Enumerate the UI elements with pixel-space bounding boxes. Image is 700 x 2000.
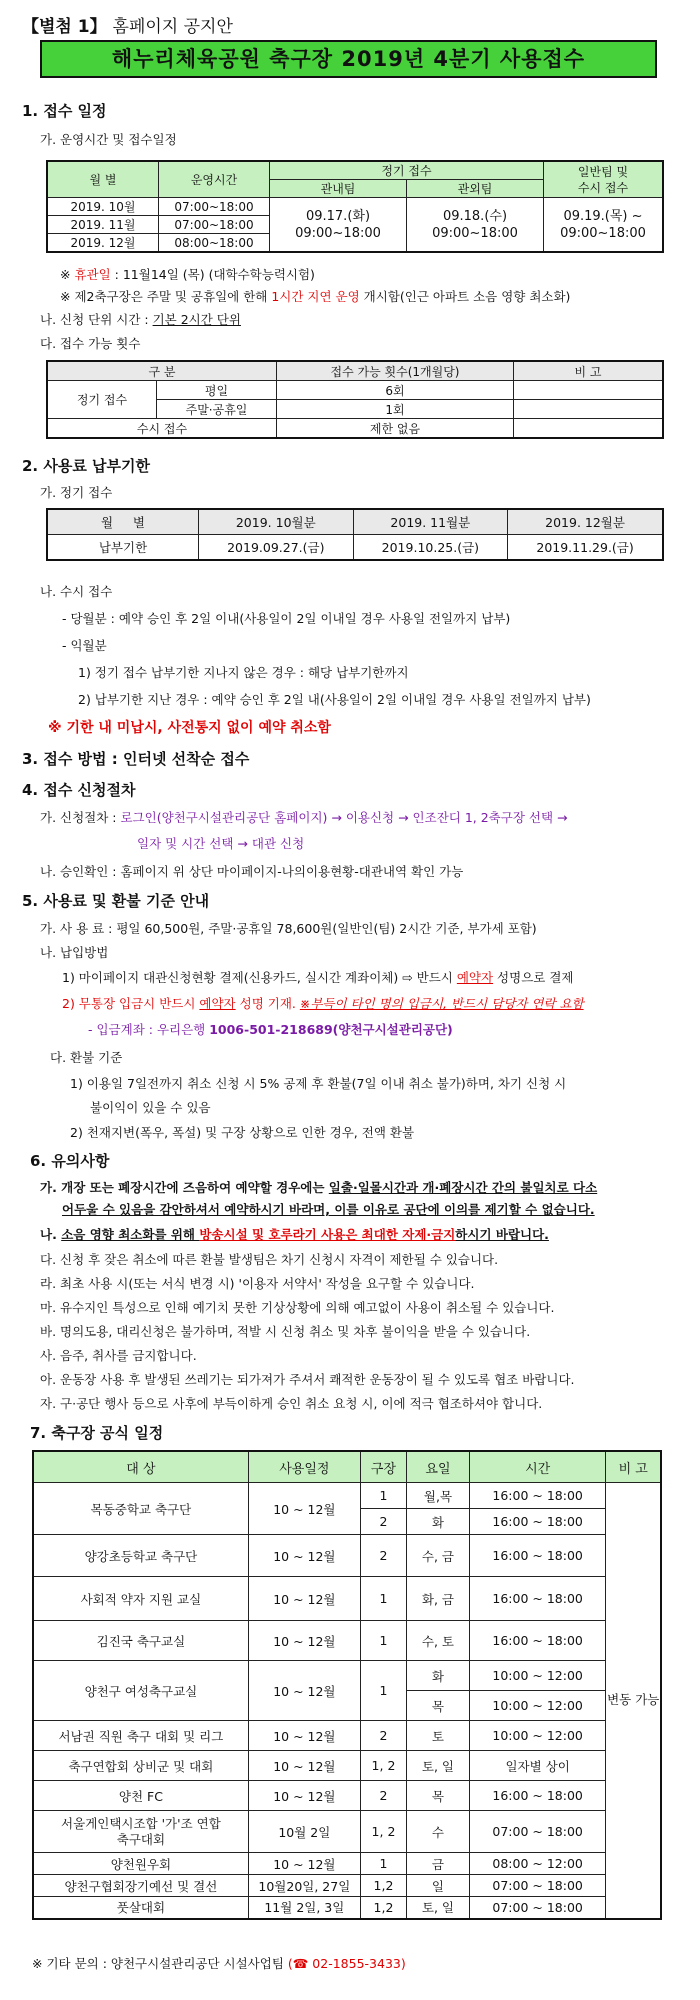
cell-field: 2 bbox=[360, 1535, 406, 1577]
cell-field: 2 bbox=[360, 1509, 406, 1535]
cell-target: 양천구협회장기예선 및 결선 bbox=[33, 1875, 248, 1897]
th-oct: 2019. 10월분 bbox=[199, 509, 354, 535]
cell-day: 화 bbox=[407, 1661, 470, 1691]
cell-deadline-nov: 2019.10.25.(금) bbox=[353, 535, 508, 561]
cell-deadline-label: 납부기한 bbox=[47, 535, 199, 561]
cell-time: 07:00 ~ 18:00 bbox=[469, 1811, 606, 1853]
refund-1: 1) 이용일 7일전까지 취소 신청 시 5% 공제 후 환불(7일 이내 취소 불가)하며, 차기 신청 시 bbox=[70, 1076, 567, 1091]
caution-ga: 가. 개장 또는 폐장시간에 즈음하여 예약할 경우에는 일출·일몰시간과 개·폐장시간 간의 불일치로 다소 bbox=[40, 1180, 598, 1195]
cell-regular: 정기 접수 bbox=[47, 381, 157, 419]
payment-warning: ※ 기한 내 미납시, 사전통지 없이 예약 취소함 bbox=[48, 720, 331, 736]
cell-time: 일자별 상이 bbox=[469, 1751, 606, 1781]
caution-sa: 사. 음주, 취사를 금지합니다. bbox=[40, 1348, 197, 1363]
cell-month: 2019. 10월 bbox=[47, 198, 159, 216]
section-5-b: 나. 납입방법 bbox=[40, 945, 109, 960]
cell-target: 양천구 여성축구교실 bbox=[33, 1661, 248, 1721]
cell-field: 1 bbox=[360, 1661, 406, 1721]
th-month: 월 별 bbox=[47, 509, 199, 535]
cell-field: 1 bbox=[360, 1853, 406, 1875]
refund-1-cont: 불이익이 있을 수 있음 bbox=[90, 1100, 211, 1115]
cell-period: 11월 2일, 3일 bbox=[248, 1897, 360, 1919]
cell-field: 1,2 bbox=[360, 1875, 406, 1897]
section-7-heading: 7. 축구장 공식 일정 bbox=[30, 1424, 164, 1442]
section-5-heading: 5. 사용료 및 환불 기준 안내 bbox=[22, 892, 210, 910]
cell-field: 2 bbox=[360, 1721, 406, 1751]
th-note: 비 고 bbox=[514, 361, 664, 381]
cell-target: 김진국 축구교실 bbox=[33, 1621, 248, 1661]
th-count: 접수 가능 횟수(1개월당) bbox=[277, 361, 514, 381]
payment-case-1: 1) 정기 접수 납부기한 지나지 않은 경우 : 해당 납부기한까지 bbox=[78, 665, 409, 680]
section-2-heading: 2. 사용료 납부기한 bbox=[22, 457, 151, 475]
section-4-a: 가. 신청절차 : 로그인(양천구시설관리공단 홈페이지) → 이용신청 → 인조잔디 1, 2축구장 선택 → bbox=[40, 810, 568, 825]
cell-target: 축구연합회 상비군 및 대회 bbox=[33, 1751, 248, 1781]
attachment-label: 홈페이지 공지안 bbox=[112, 17, 233, 37]
th-category: 구 분 bbox=[47, 361, 277, 381]
cell-period: 10 ~ 12월 bbox=[248, 1535, 360, 1577]
cell-target: 양천원우회 bbox=[33, 1853, 248, 1875]
section-3-heading: 3. 접수 방법 : 인터넷 선착순 접수 bbox=[22, 750, 250, 768]
cell-time: 16:00 ~ 18:00 bbox=[469, 1781, 606, 1811]
cell-anytime-count: 제한 없음 bbox=[277, 419, 514, 439]
cell-target: 서울게인택시조합 '가'조 연합 축구대회 bbox=[33, 1811, 248, 1853]
section-2-a: 가. 정기 접수 bbox=[40, 485, 113, 500]
cell-time: 16:00 ~ 18:00 bbox=[469, 1535, 606, 1577]
cell-day: 화 bbox=[407, 1509, 470, 1535]
cell-note bbox=[514, 419, 664, 439]
section-2-b: 나. 수시 접수 bbox=[40, 584, 113, 599]
cell-weekday: 평일 bbox=[157, 381, 277, 400]
cell-time: 07:00~18:00 bbox=[159, 198, 270, 216]
cell-target: 양강초등학교 축구단 bbox=[33, 1535, 248, 1577]
cell-note bbox=[514, 381, 664, 400]
bank-account: - 입금계좌 : 우리은행 1006-501-218689(양천구시설관리공단) bbox=[88, 1022, 453, 1037]
th-day: 요일 bbox=[407, 1451, 470, 1483]
cell-outside: 09.18.(수) 09:00~18:00 bbox=[407, 198, 544, 253]
th-field: 구장 bbox=[360, 1451, 406, 1483]
cell-deadline-dec: 2019.11.29.(금) bbox=[508, 535, 663, 561]
method-2: 2) 무통장 입금시 반드시 예약자 성명 기재. ※부득이 타인 명의 입금시, 반드시 담당자 연락 요함 bbox=[62, 996, 584, 1011]
note-closed-day: ※ 휴관일 : 11월14일 (목) (대학수학능력시험) bbox=[60, 267, 315, 282]
section-4-a-cont: 일자 및 시간 선택 → 대관 신청 bbox=[137, 836, 305, 851]
cell-time: 07:00~18:00 bbox=[159, 216, 270, 234]
cell-inside: 09.17.(화) 09:00~18:00 bbox=[270, 198, 407, 253]
cell-month: 2019. 12월 bbox=[47, 234, 159, 253]
payment-case-2: 2) 납부기한 지난 경우 : 예약 승인 후 2일 내(사용일이 2일 이내일 경우 사용일 전일까지 납부) bbox=[78, 692, 591, 707]
cell-field: 1, 2 bbox=[360, 1811, 406, 1853]
cell-time: 08:00~18:00 bbox=[159, 234, 270, 253]
page-title: 해누리체육공원 축구장 2019년 4분기 사용접수 bbox=[40, 40, 657, 78]
th-nov: 2019. 11월분 bbox=[353, 509, 508, 535]
section-1-a: 가. 운영시간 및 접수일정 bbox=[40, 132, 177, 147]
cell-day: 화, 금 bbox=[407, 1577, 470, 1621]
cell-time: 07:00 ~ 18:00 bbox=[469, 1875, 606, 1897]
caution-ba: 바. 명의도용, 대리신청은 불가하며, 적발 시 신청 취소 및 차후 불이익을 받을 수 있습니다. bbox=[40, 1324, 531, 1339]
cell-day: 토, 일 bbox=[407, 1751, 470, 1781]
cell-period: 10 ~ 12월 bbox=[248, 1577, 360, 1621]
section-4-heading: 4. 접수 신청절차 bbox=[22, 781, 136, 799]
cell-note bbox=[514, 400, 664, 419]
cell-weekend: 주말·공휴일 bbox=[157, 400, 277, 419]
cell-day: 수 bbox=[407, 1811, 470, 1853]
th-month: 월 별 bbox=[47, 161, 159, 198]
caution-ra: 라. 최초 사용 시(또는 서식 변경 시) '이용자 서약서' 작성을 요구할 수 있습니다. bbox=[40, 1276, 475, 1291]
cell-target: 사회적 약자 지원 교실 bbox=[33, 1577, 248, 1621]
cell-general: 09.19.(목) ~ 09:00~18:00 bbox=[544, 198, 664, 253]
payment-table bbox=[46, 508, 664, 561]
cell-weekday-count: 6회 bbox=[277, 381, 514, 400]
cell-time: 16:00 ~ 18:00 bbox=[469, 1483, 606, 1509]
th-inside: 관내팀 bbox=[270, 180, 407, 198]
cell-day: 일 bbox=[407, 1875, 470, 1897]
cell-period: 10 ~ 12월 bbox=[248, 1621, 360, 1661]
caution-ma: 마. 유수지인 특성으로 인해 예기치 못한 기상상황에 의해 예고없이 사용이 취소될 수 있습니다. bbox=[40, 1300, 555, 1315]
refund-2: 2) 천재지변(폭우, 폭설) 및 구장 상황으로 인한 경우, 전액 환불 bbox=[70, 1125, 415, 1140]
cell-period: 10 ~ 12월 bbox=[248, 1781, 360, 1811]
cell-weekend-count: 1회 bbox=[277, 400, 514, 419]
th-outside: 관외팀 bbox=[407, 180, 544, 198]
payment-current-month: - 당월분 : 예약 승인 후 2일 이내(사용일이 2일 이내일 경우 사용일 전일까지 납부) bbox=[62, 611, 511, 626]
section-5-a: 가. 사 용 료 : 평일 60,500원, 주말·공휴일 78,600원(일반인(팀) 2시간 기준, 부가세 포함) bbox=[40, 921, 537, 936]
cell-time: 07:00 ~ 18:00 bbox=[469, 1897, 606, 1919]
count-table bbox=[46, 360, 664, 439]
method-1: 1) 마이페이지 대관신청현황 결제(신용카드, 실시간 계좌이체) ⇨ 반드시 예약자 성명으로 결제 bbox=[62, 970, 574, 985]
th-period: 사용일정 bbox=[248, 1451, 360, 1483]
cell-deadline-oct: 2019.09.27.(금) bbox=[199, 535, 354, 561]
cell-field: 1 bbox=[360, 1621, 406, 1661]
section-1-heading: 1. 접수 일정 bbox=[22, 102, 107, 120]
cell-day: 월,목 bbox=[407, 1483, 470, 1509]
caution-ga-cont: 어두울 수 있음을 감안하셔서 예약하시기 바라며, 이를 이유로 공단에 이의를 제기할 수 없습니다. bbox=[62, 1202, 595, 1217]
cell-period: 10월 2일 bbox=[248, 1811, 360, 1853]
cell-day: 토, 일 bbox=[407, 1897, 470, 1919]
footer-inquiry: ※ 기타 문의 : 양천구시설관리공단 시설사업팀 (☎ 02-1855-3433) bbox=[32, 1956, 406, 1971]
cell-target: 서남권 직원 축구 대회 및 리그 bbox=[33, 1721, 248, 1751]
cell-period: 10 ~ 12월 bbox=[248, 1721, 360, 1751]
cell-time: 08:00 ~ 12:00 bbox=[469, 1853, 606, 1875]
section-5-c: 다. 환불 기준 bbox=[50, 1050, 123, 1065]
cell-time: 10:00 ~ 12:00 bbox=[469, 1661, 606, 1691]
section-1-b: 나. 신청 단위 시간 : 기본 2시간 단위 bbox=[40, 312, 241, 327]
cell-time: 16:00 ~ 18:00 bbox=[469, 1577, 606, 1621]
cell-period: 10 ~ 12월 bbox=[248, 1853, 360, 1875]
section-6-heading: 6. 유의사항 bbox=[30, 1152, 110, 1170]
cell-field: 2 bbox=[360, 1781, 406, 1811]
caution-aa: 아. 운동장 사용 후 발생된 쓰레기는 되가져가 주셔서 쾌적한 운동장이 될 수 있도록 협조 바랍니다. bbox=[40, 1372, 575, 1387]
th-regular: 정기 접수 bbox=[270, 161, 544, 180]
cell-day: 토 bbox=[407, 1721, 470, 1751]
cell-field: 1 bbox=[360, 1577, 406, 1621]
official-schedule-table bbox=[32, 1450, 662, 1920]
cell-anytime: 수시 접수 bbox=[47, 419, 277, 439]
note-delay: ※ 제2축구장은 주말 및 공휴일에 한해 1시간 지연 운영 개시함(인근 아파트 소음 영향 최소화) bbox=[60, 289, 571, 304]
cell-period: 10 ~ 12월 bbox=[248, 1483, 360, 1535]
th-time: 운영시간 bbox=[159, 161, 270, 198]
cell-field: 1, 2 bbox=[360, 1751, 406, 1781]
attachment-header bbox=[22, 12, 233, 37]
th-time: 시간 bbox=[469, 1451, 606, 1483]
caution-da: 다. 신청 후 잦은 취소에 따른 환불 발생팀은 차기 신청시 자격이 제한될 수 있습니다. bbox=[40, 1252, 499, 1267]
cell-target: 목동중학교 축구단 bbox=[33, 1483, 248, 1535]
section-4-b: 나. 승인확인 : 홈페이지 위 상단 마이페이지-나의이용현황-대관내역 확인 가능 bbox=[40, 864, 464, 879]
cell-month: 2019. 11월 bbox=[47, 216, 159, 234]
cell-note-variable: 변동 가능 bbox=[606, 1483, 661, 1919]
cell-day: 목 bbox=[407, 1781, 470, 1811]
cell-target: 풋살대회 bbox=[33, 1897, 248, 1919]
cell-period: 10 ~ 12월 bbox=[248, 1751, 360, 1781]
cell-day: 수, 금 bbox=[407, 1535, 470, 1577]
cell-time: 16:00 ~ 18:00 bbox=[469, 1621, 606, 1661]
caution-na: 나. 소음 영향 최소화를 위해 방송시설 및 호루라기 사용은 최대한 자제·금지하시기 바랍니다. bbox=[40, 1227, 549, 1242]
cell-period: 10 ~ 12월 bbox=[248, 1661, 360, 1721]
schedule-table bbox=[46, 160, 664, 253]
th-target: 대 상 bbox=[33, 1451, 248, 1483]
cell-target: 양천 FC bbox=[33, 1781, 248, 1811]
th-general: 일반팀 및 수시 접수 bbox=[544, 161, 664, 198]
cell-period: 10월20일, 27일 bbox=[248, 1875, 360, 1897]
cell-time: 16:00 ~ 18:00 bbox=[469, 1509, 606, 1535]
cell-day: 목 bbox=[407, 1691, 470, 1721]
attachment-tag: 【별첨 1】 bbox=[22, 17, 107, 37]
th-note: 비 고 bbox=[606, 1451, 661, 1483]
cell-day: 수, 토 bbox=[407, 1621, 470, 1661]
th-dec: 2019. 12월분 bbox=[508, 509, 663, 535]
cell-time: 10:00 ~ 12:00 bbox=[469, 1691, 606, 1721]
cell-time: 10:00 ~ 12:00 bbox=[469, 1721, 606, 1751]
section-1-c: 다. 접수 가능 횟수 bbox=[40, 336, 141, 351]
cell-day: 금 bbox=[407, 1853, 470, 1875]
payment-next-month: - 익월분 bbox=[62, 638, 107, 653]
cell-field: 1,2 bbox=[360, 1897, 406, 1919]
caution-ja: 자. 구·공단 행사 등으로 사후에 부득이하게 승인 취소 요청 시, 이에 적극 협조하셔야 합니다. bbox=[40, 1396, 543, 1411]
cell-field: 1 bbox=[360, 1483, 406, 1509]
